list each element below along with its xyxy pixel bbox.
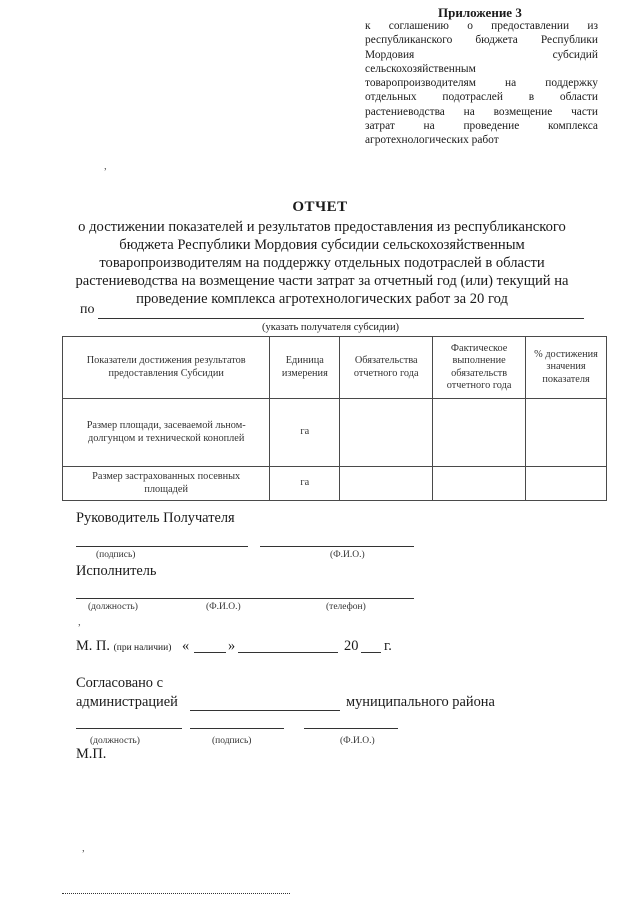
date-month-line[interactable] [238,652,338,653]
fio-caption: (Ф.И.О.) [340,736,375,746]
head-signature-line[interactable] [76,546,248,547]
row-obligations-cell[interactable] [340,399,433,467]
row-unit: га [270,467,340,501]
header-actual: Фактическое выполнение обязательств отчетного года [433,337,526,399]
report-title: ОТЧЕТ [292,199,348,215]
recipient-line [98,318,584,319]
report-subtitle [62,218,582,308]
agreed-line1: Согласовано с [76,675,163,691]
appendix-text [365,19,598,148]
subtitle-line: проведение комплекса агротехнологических работ за 20 год [136,291,508,307]
agreed-position-line[interactable] [76,728,182,729]
row-indicator: Размер площади, засеваемой льном-долгунцом и технической коноплей [63,399,270,467]
row-percent-cell[interactable] [526,399,607,467]
date-open: « [182,638,190,654]
subtitle-line: товаропроизводителям на поддержку отдельных подотраслей в области [99,255,545,271]
subtitle-line: растениеводства на возмещение части затрат за отчетный год (или) текущий на [75,273,569,289]
row-actual-cell[interactable] [433,467,526,501]
subtitle-line: бюджета Республики Мордовия субсидии сельскохозяйственным [119,237,525,253]
appendix-line: к соглашению о предоставлении из [365,20,598,32]
agreed-line2: администрацией [76,694,178,710]
mp-line [76,638,171,655]
header-percent: % достижения значения показателя [526,337,607,399]
district-name-line[interactable] [190,710,340,711]
executor-line[interactable] [76,598,414,599]
head-label: Руководитель Получателя [76,510,235,526]
header-obligations: Обязательства отчетного года [340,337,433,399]
appendix-line: затрат на проведение комплекса [365,120,598,133]
district-label: муниципального района [346,694,495,710]
po-label: по [80,302,95,317]
subtitle-line: о достижении показателей и результатов предоставления из республиканского [78,219,566,235]
phone-caption: (телефон) [326,602,366,612]
agreed-signature-line[interactable] [190,728,284,729]
signature-caption: (подпись) [96,550,136,560]
executor-label: Исполнитель [76,563,157,579]
appendix-line: Мордовия субсидий [365,48,598,61]
fio-caption: (Ф.И.О.) [330,550,365,560]
appendix-line: растениеводства на возмещение части [365,105,598,118]
appendix-title: Приложение 3 [438,5,522,20]
signature-caption: (подпись) [212,736,252,746]
header-unit: Единица измерения [270,337,340,399]
position-caption: (должность) [90,736,140,746]
recipient-caption: (указать получателя субсидии) [262,322,400,333]
row-percent-cell[interactable] [526,467,607,501]
head-fio-line[interactable] [260,546,414,547]
appendix-line: республиканского бюджета Республики [365,34,598,47]
date-day-line[interactable] [194,652,226,653]
row-obligations-cell[interactable] [340,467,433,501]
row-indicator: Размер застрахованных посевных площадей [63,467,270,501]
mp-bottom: М.П. [76,746,107,762]
appendix-line: отдельных подотраслей в области [365,91,598,104]
appendix-line: агротехнологических работ [365,134,499,147]
scan-speck: , [78,616,81,628]
scan-speck: , [104,160,107,172]
indicators-table [62,336,607,501]
footer-rule [62,893,290,894]
appendix-line: товаропроизводителям на поддержку [365,77,598,90]
table-row [63,467,607,501]
mp-label: М. П. [76,638,110,654]
appendix-line: сельскохозяйственным [365,62,476,75]
table-header-row [63,337,607,399]
row-actual-cell[interactable] [433,399,526,467]
fio-caption: (Ф.И.О.) [206,602,241,612]
year-prefix: 20 [344,638,359,654]
table-row [63,399,607,467]
scan-speck: , [82,842,85,854]
header-indicator: Показатели достижения результатов предоставления Субсидии [63,337,270,399]
row-unit: га [270,399,340,467]
mp-note: (при наличии) [113,643,172,653]
agreed-fio-line[interactable] [304,728,398,729]
date-close: » [228,638,236,654]
position-caption: (должность) [88,602,138,612]
year-line[interactable] [361,652,381,653]
year-suffix: г. [384,638,392,654]
